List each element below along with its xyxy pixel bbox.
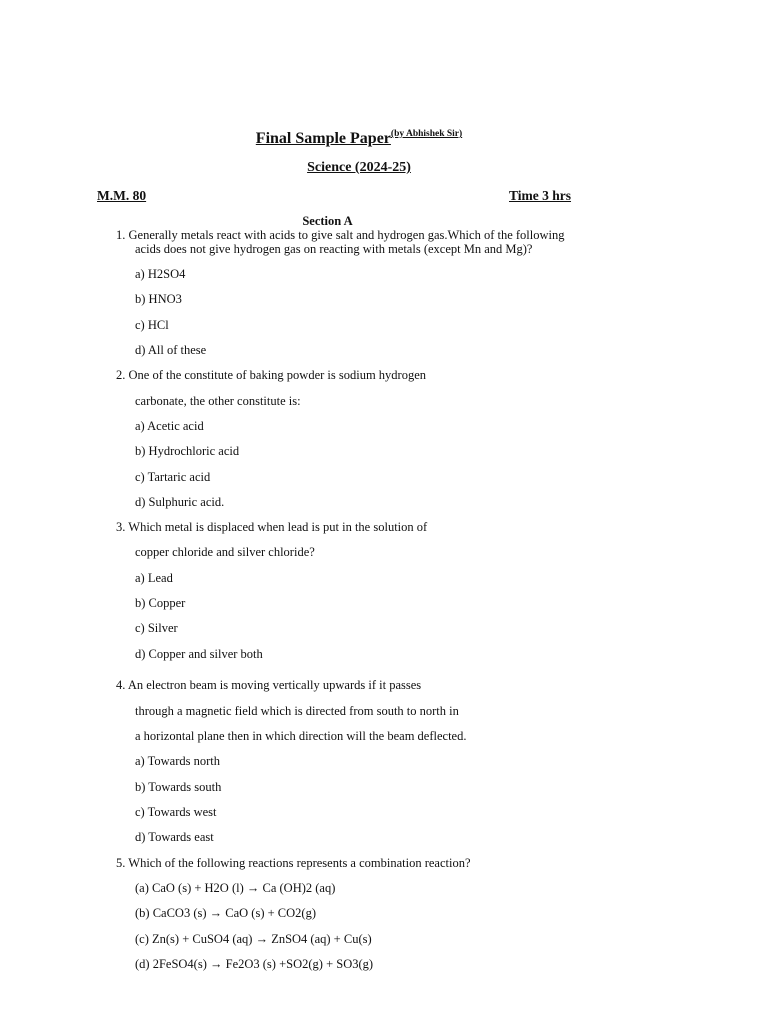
question-line: An electron beam is moving vertically upwards if it passes <box>127 678 422 692</box>
question-5-text <box>116 856 471 871</box>
question-line: a horizontal plane then in which direction will the beam deflected. <box>135 729 467 743</box>
option: d) Towards east <box>135 830 214 844</box>
question-line: acids does not give hydrogen gas on reacting with metals (except Mn and Mg)? <box>135 242 533 256</box>
time-allowed: Time 3 hrs <box>509 188 572 203</box>
question-number: 4. <box>116 678 126 692</box>
question-line: copper chloride and silver chloride? <box>135 545 315 559</box>
option: (a) CaO (s) + H2O (l) → Ca (OH)2 (aq) <box>135 881 336 895</box>
option: b) Hydrochloric acid <box>135 444 240 458</box>
option: b) Towards south <box>135 780 222 794</box>
max-marks: M.M. 80 <box>97 188 147 203</box>
question-line: One of the constitute of baking powder is sodium hydrogen <box>128 368 427 382</box>
question-number: 5. <box>116 856 126 870</box>
question-3-text <box>116 520 427 535</box>
question-2-text <box>116 368 426 383</box>
option: d) Sulphuric acid. <box>135 495 225 509</box>
option: c) Silver <box>135 621 178 635</box>
author-note: (by Abhishek Sir) <box>390 129 463 139</box>
option: a) Acetic acid <box>135 419 204 433</box>
question-number: 1. <box>116 228 126 242</box>
question-line: Which of the following reactions represents a combination reaction? <box>128 856 471 870</box>
question-number: 3. <box>116 520 126 534</box>
paper-title: Final Sample Paper$^{(by Abhishek Sir)}$ <box>255 129 463 147</box>
option: b) Copper <box>135 596 186 610</box>
subject-heading: Science (2024-25) <box>307 160 411 175</box>
option: (c) Zn(s) + CuSO4 (aq) → ZnSO4 (aq) + Cu(s) <box>135 932 372 946</box>
question-number: 2. <box>116 368 126 382</box>
question-1-text <box>116 228 564 243</box>
section-heading: Section A <box>302 214 353 228</box>
option: (d) 2FeSO4(s) → Fe2O3 (s) +SO2(g) + SO3(g) <box>135 957 374 971</box>
option: a) H2SO4 <box>135 267 186 281</box>
option: c) Tartaric acid <box>135 470 211 484</box>
option: c) Towards west <box>135 805 217 819</box>
option: a) Lead <box>135 571 173 585</box>
question-line: carbonate, the other constitute is: <box>135 394 301 408</box>
question-line: through a magnetic field which is directed from south to north in <box>135 704 459 718</box>
option: b) HNO3 <box>135 292 182 306</box>
question-4-text <box>116 678 421 693</box>
option: c) HCl <box>135 318 169 332</box>
option: d) All of these <box>135 343 207 357</box>
question-line: Generally metals react with acids to give salt and hydrogen gas.Which of the following <box>128 228 565 242</box>
option: (b) CaCO3 (s) → CaO (s) + CO2(g) <box>135 906 316 920</box>
option: a) Towards north <box>135 754 220 768</box>
question-line: Which metal is displaced when lead is put in the solution of <box>128 520 428 534</box>
option: d) Copper and silver both <box>135 647 263 661</box>
